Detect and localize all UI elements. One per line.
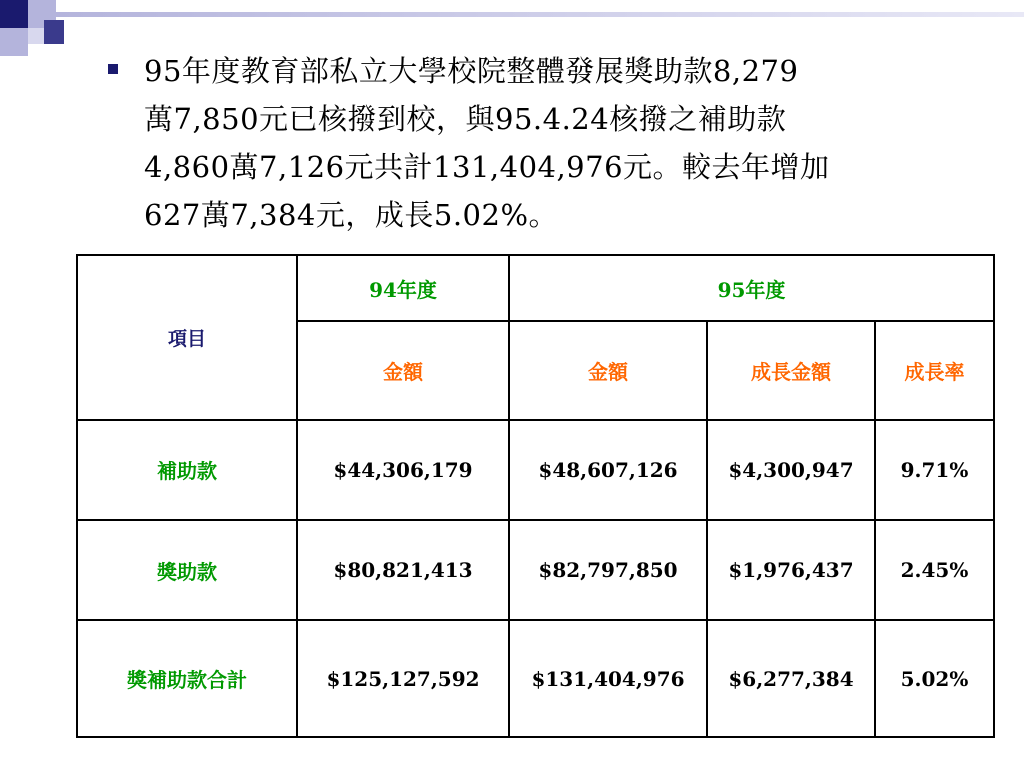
- growth-amount-cell: $6,277,384: [707, 620, 875, 737]
- header-rule: [56, 12, 1024, 17]
- table-row: [77, 520, 994, 620]
- table-row: [77, 420, 994, 520]
- amount-95-cell: $48,607,126: [509, 420, 707, 520]
- decor-square-light: [0, 28, 28, 56]
- paragraph-line: 萬7,850元已核撥到校，與95.4.24核撥之補助款: [144, 102, 787, 136]
- growth-rate-cell: 2.45%: [875, 520, 994, 620]
- decor-square-dark: [0, 0, 28, 28]
- row-label: 獎助款: [77, 520, 297, 620]
- bullet-square-icon: [108, 64, 118, 74]
- decor-square-pale: [28, 28, 44, 44]
- growth-rate-header: 成長率: [875, 321, 994, 419]
- amount-95-header: 金額: [509, 321, 707, 419]
- summary-paragraph: [144, 47, 1004, 239]
- amount-94-header: 金額: [297, 321, 509, 419]
- year-95-header: 95年度: [509, 255, 994, 321]
- decor-square-mid: [44, 20, 64, 44]
- amount-95-cell: $131,404,976: [509, 620, 707, 737]
- subsidy-table: [76, 254, 995, 738]
- growth-amount-cell: $1,976,437: [707, 520, 875, 620]
- amount-94-cell: $125,127,592: [297, 620, 509, 737]
- growth-amount-header: 成長金額: [707, 321, 875, 419]
- year-94-header: 94年度: [297, 255, 509, 321]
- table-header-row: [77, 255, 994, 321]
- growth-rate-cell: 5.02%: [875, 620, 994, 737]
- amount-94-cell: $44,306,179: [297, 420, 509, 520]
- amount-94-cell: $80,821,413: [297, 520, 509, 620]
- amount-95-cell: $82,797,850: [509, 520, 707, 620]
- growth-rate-cell: 9.71%: [875, 420, 994, 520]
- paragraph-line: 95年度教育部私立大學校院整體發展獎助款8,279: [144, 54, 799, 88]
- item-header: 項目: [77, 255, 297, 420]
- table-row-total: [77, 620, 994, 737]
- row-label: 獎補助款合計: [77, 620, 297, 737]
- paragraph-line: 627萬7,384元，成長5.02%。: [144, 198, 558, 232]
- paragraph-line: 4,860萬7,126元共計131,404,976元。較去年增加: [144, 150, 830, 184]
- growth-amount-cell: $4,300,947: [707, 420, 875, 520]
- row-label: 補助款: [77, 420, 297, 520]
